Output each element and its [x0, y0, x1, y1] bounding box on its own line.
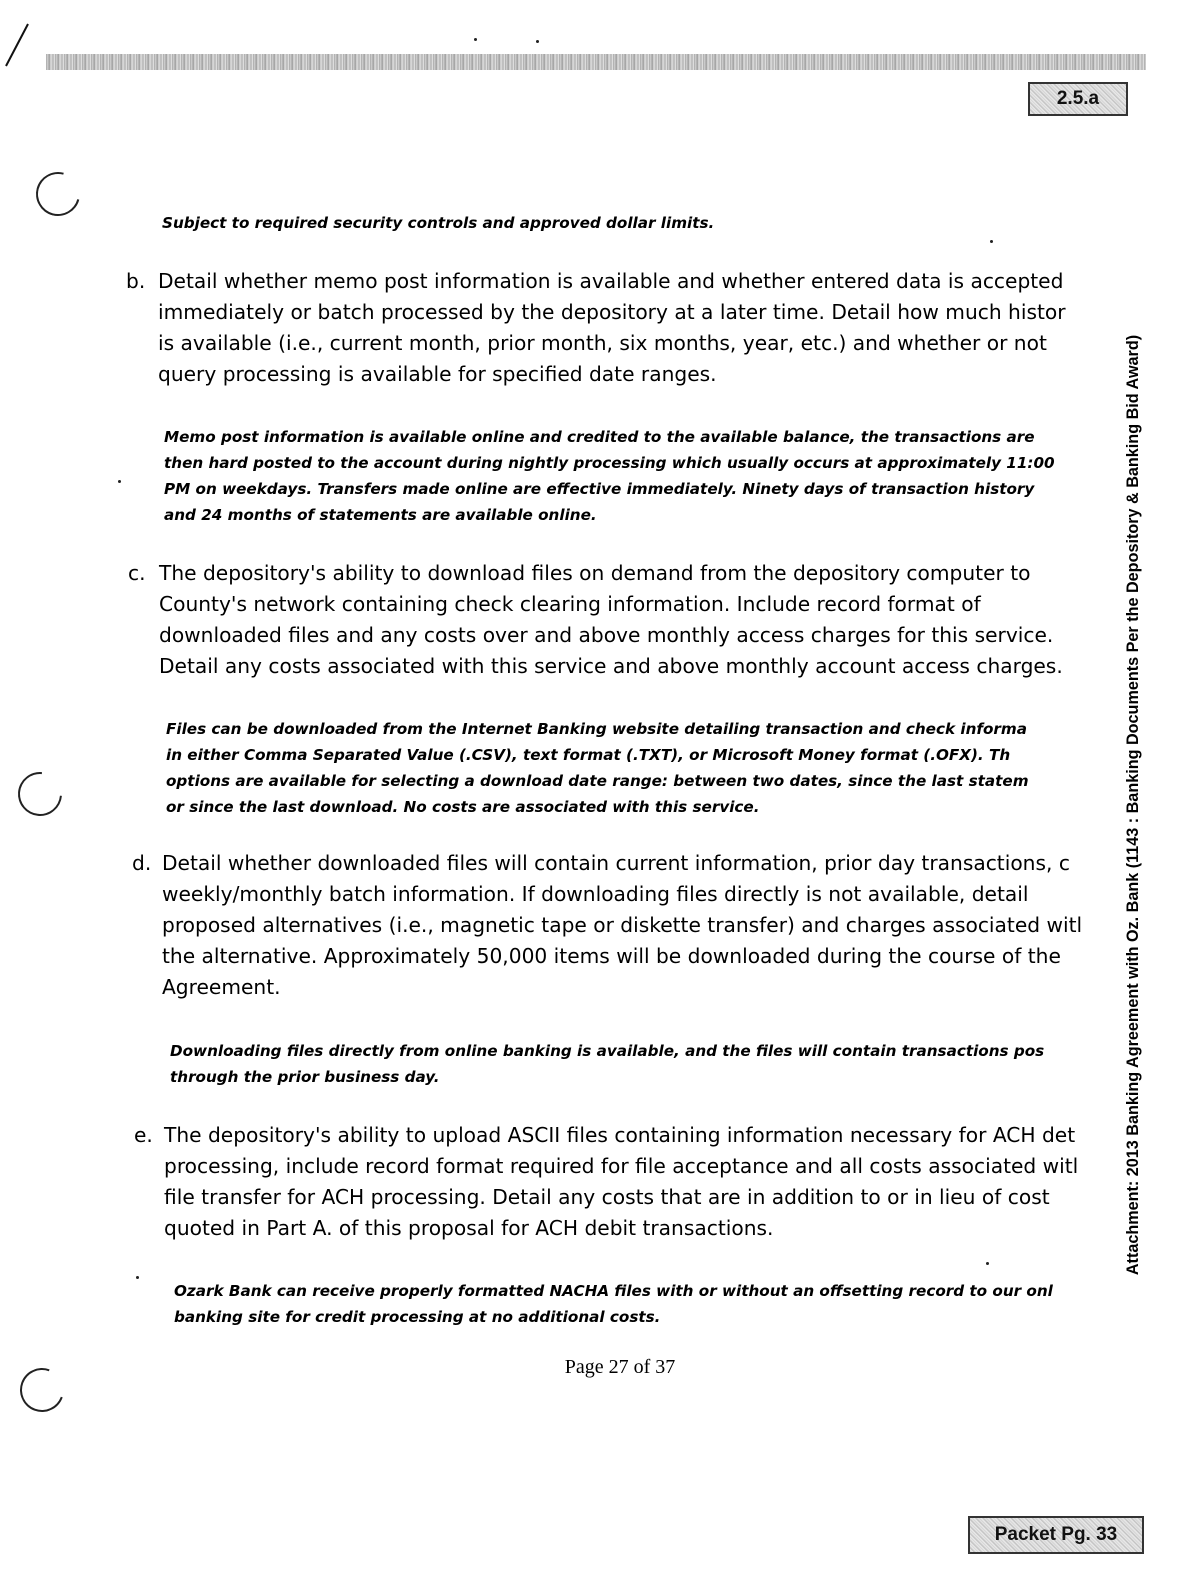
section-stamp: 2.5.a	[1028, 82, 1128, 116]
question-line: quoted in Part A. of this proposal for ACH debit transactions.	[164, 1216, 774, 1240]
punch-hole-bottom	[13, 1361, 71, 1419]
answer-line: options are available for selecting a download date range: between two dates, since the last statem	[166, 772, 1029, 790]
question-line: proposed alternatives (i.e., magnetic tape or diskette transfer) and charges associated witl	[162, 913, 1083, 937]
attachment-side-banner-text: Attachment: 2013 Banking Agreement with Oz. Bank (1143 : Banking Documents Per the Depository & Banking Bid Award)	[1124, 334, 1142, 1276]
answer-line: Memo post information is available online and credited to the available balance, the transactions are	[164, 428, 1035, 446]
punch-hole-top	[28, 164, 88, 224]
answer-line: Downloading files directly from online banking is available, and the files will contain transactions pos	[170, 1042, 1045, 1060]
scan-speck	[118, 480, 121, 483]
scan-speck	[136, 1276, 139, 1279]
item-c-question	[128, 558, 1106, 686]
scan-top-band	[46, 54, 1146, 70]
question-line: County's network containing check clearing information. Include record format of	[159, 592, 981, 616]
page-number: Page 27 of 37	[564, 1356, 676, 1378]
question-line: The depository's ability to upload ASCII files containing information necessary for ACH det	[164, 1123, 1076, 1147]
item-b-question	[126, 266, 1106, 394]
answer-line: then hard posted to the account during nightly processing which usually occurs at approximately 11:00	[164, 454, 1055, 472]
item-d-question	[132, 848, 1106, 1008]
packet-page-stamp: Packet Pg. 33	[968, 1516, 1144, 1554]
answer-line: and 24 months of statements are available online.	[164, 506, 597, 524]
question-line: The depository's ability to download files on demand from the depository computer to	[159, 561, 1031, 585]
question-line: is available (i.e., current month, prior month, six months, year, etc.) and whether or not	[158, 331, 1047, 355]
answer-line: banking site for credit processing at no additional costs.	[174, 1308, 661, 1326]
answer-line: through the prior business day.	[170, 1068, 440, 1086]
item-e-answer	[174, 1278, 1100, 1330]
answer-line: PM on weekdays. Transfers made online are effective immediately. Ninety days of transaction history	[164, 480, 1035, 498]
item-letter: c.	[128, 561, 146, 585]
scan-speck	[536, 40, 539, 43]
answer-line: Ozark Bank can receive properly formatted NACHA files with or without an offsetting record to our onl	[174, 1282, 1053, 1300]
item-letter: b.	[126, 269, 146, 293]
question-line: weekly/monthly batch information. If downloading files directly is not available, detail	[162, 882, 1029, 906]
item-b-answer	[164, 424, 1100, 528]
scan-speck	[986, 1262, 989, 1265]
question-line: Detail any costs associated with this service and above monthly account access charges.	[159, 654, 1063, 678]
corner-slash-mark	[2, 20, 32, 70]
item-e-question	[134, 1120, 1106, 1248]
item-c-answer	[166, 716, 1100, 820]
question-line: processing, include record format required for file acceptance and all costs associated witl	[164, 1154, 1079, 1178]
question-line: Agreement.	[162, 975, 281, 999]
question-line: Detail whether downloaded files will contain current information, prior day transactions, c	[162, 851, 1070, 875]
scan-speck	[474, 38, 477, 41]
question-line: immediately or batch processed by the depository at a later time. Detail how much histor	[158, 300, 1066, 324]
answer-line: Files can be downloaded from the Internet Banking website detailing transaction and check informa	[166, 720, 1028, 738]
item-d-answer	[170, 1038, 1100, 1090]
intro-answer: Subject to required security controls and approved dollar limits.	[162, 214, 715, 232]
scan-speck	[990, 240, 993, 243]
question-line: query processing is available for specified date ranges.	[158, 362, 717, 386]
question-line: downloaded files and any costs over and above monthly access charges for this service.	[159, 623, 1054, 647]
punch-hole-middle	[9, 763, 71, 825]
answer-line: in either Comma Separated Value (.CSV), text format (.TXT), or Microsoft Money format (.OFX). Th	[166, 746, 1011, 764]
attachment-side-banner	[1120, 250, 1146, 1360]
question-line: Detail whether memo post information is available and whether entered data is accepted	[158, 269, 1064, 293]
item-letter: d.	[132, 851, 152, 875]
question-line: file transfer for ACH processing. Detail any costs that are in addition to or in lieu of cost	[164, 1185, 1050, 1209]
item-letter: e.	[134, 1123, 153, 1147]
answer-line: or since the last download. No costs are associated with this service.	[166, 798, 760, 816]
question-line: the alternative. Approximately 50,000 items will be downloaded during the course of the	[162, 944, 1061, 968]
